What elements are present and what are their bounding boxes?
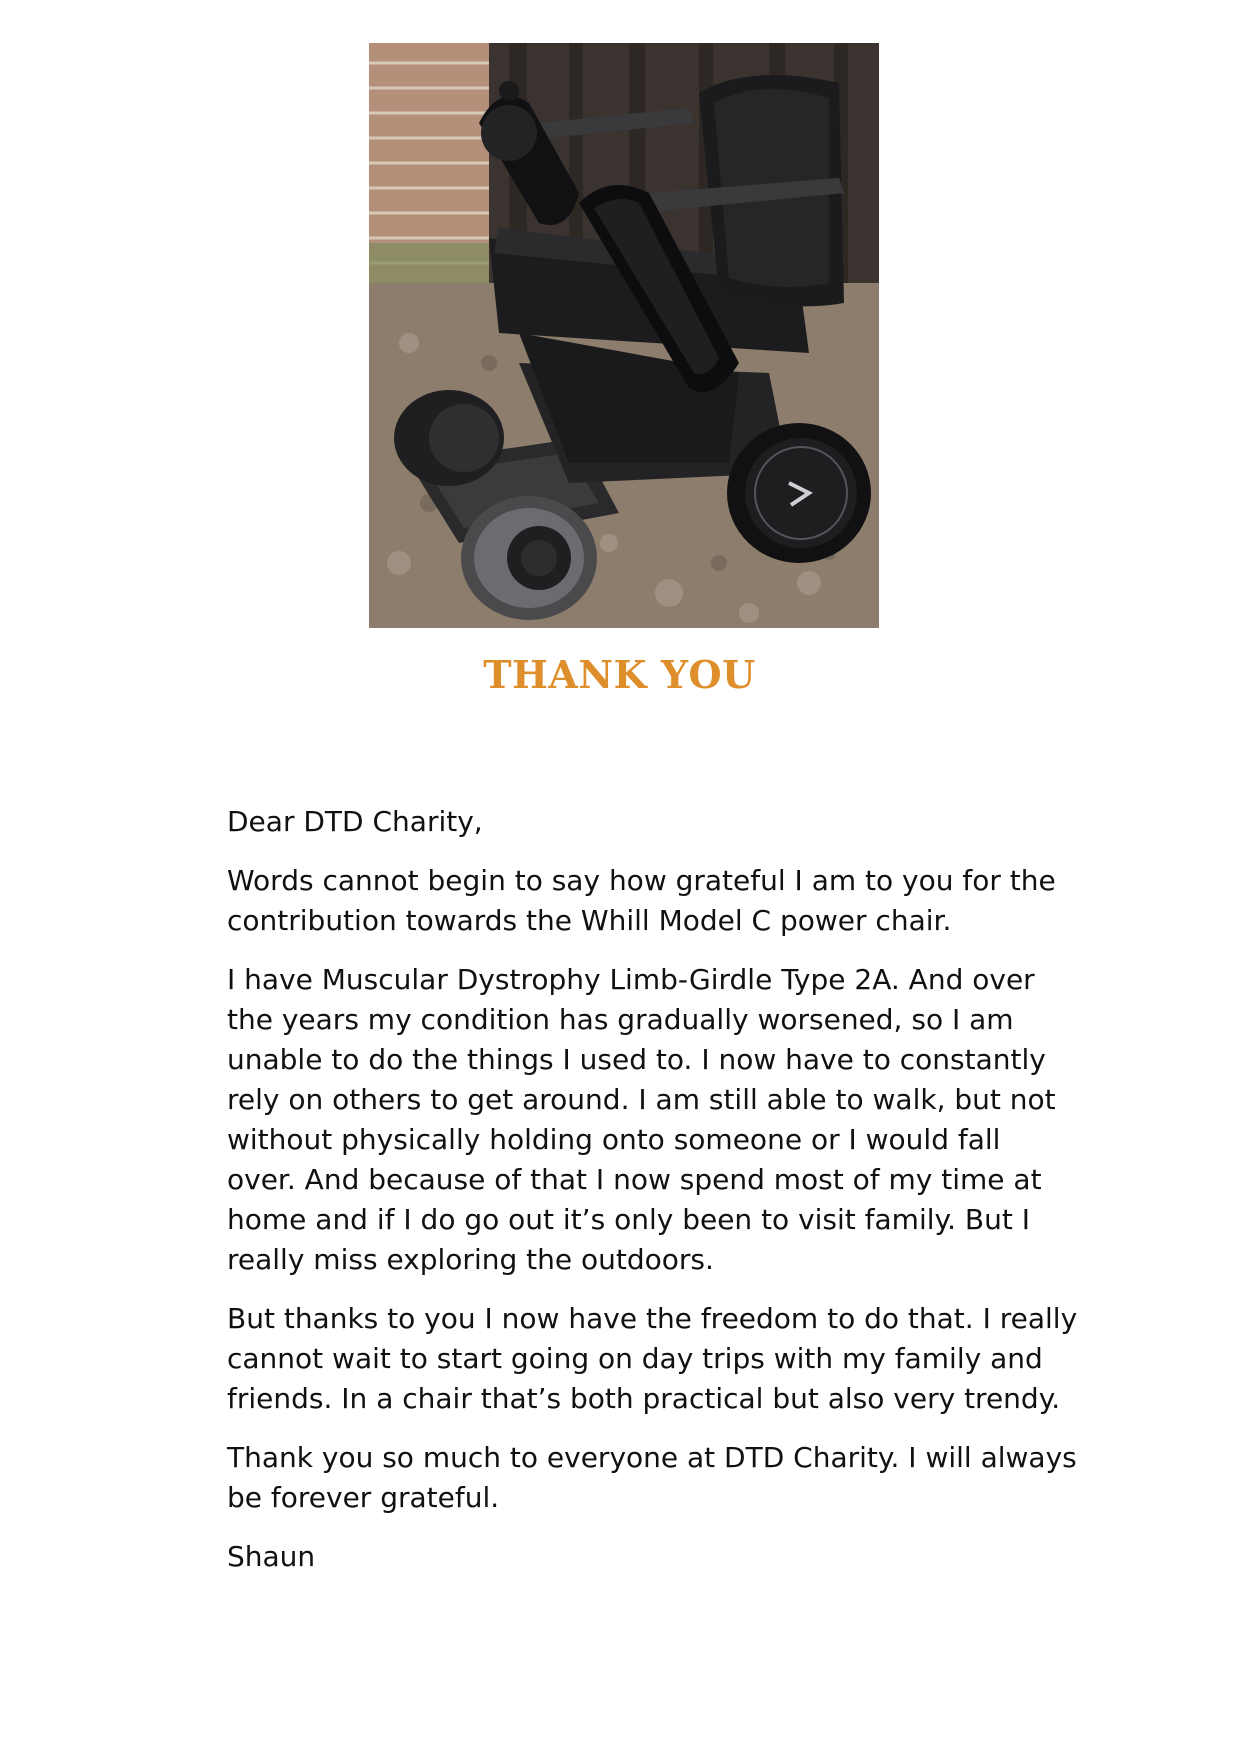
paragraph-line: home and if I do go out it’s only been to visit family. But I	[227, 1203, 1030, 1236]
letter-body	[227, 802, 1078, 1596]
paragraph-line: cannot wait to start going on day trips with my family and	[227, 1342, 1043, 1375]
paragraph-2	[227, 960, 1056, 1280]
paragraph-line: friends. In a chair that’s both practical but also very trendy.	[227, 1382, 1061, 1415]
paragraph-line: I have Muscular Dystrophy Limb-Girdle Type 2A. And over	[227, 963, 1035, 996]
paragraph-line: without physically holding onto someone or I would fall	[227, 1123, 1001, 1156]
signature-line: Shaun	[227, 1540, 316, 1573]
salutation-line: Dear DTD Charity,	[227, 805, 483, 838]
paragraph-4	[227, 1438, 1077, 1518]
wheelchair-photo	[369, 43, 879, 628]
paragraph-1	[227, 861, 1056, 941]
page-title: THANK YOU	[483, 652, 756, 697]
paragraph-line: the years my condition has gradually worsened, so I am	[227, 1003, 1014, 1036]
paragraph-line: But thanks to you I now have the freedom to do that. I really	[227, 1302, 1078, 1335]
paragraph-line: Words cannot begin to say how grateful I am to you for the	[227, 864, 1056, 897]
signature	[227, 1537, 1047, 1577]
paragraph-line: over. And because of that I now spend most of my time at	[227, 1163, 1042, 1196]
paragraph-line: contribution towards the Whill Model C power chair.	[227, 904, 952, 937]
salutation	[227, 802, 1047, 842]
paragraph-line: unable to do the things I used to. I now have to constantly	[227, 1043, 1046, 1076]
paragraph-line: really miss exploring the outdoors.	[227, 1243, 714, 1276]
paragraph-line: rely on others to get around. I am still able to walk, but not	[227, 1083, 1056, 1116]
paragraph-line: be forever grateful.	[227, 1481, 500, 1514]
paragraph-3	[227, 1299, 1078, 1419]
paragraph-line: Thank you so much to everyone at DTD Charity. I will always	[227, 1441, 1077, 1474]
